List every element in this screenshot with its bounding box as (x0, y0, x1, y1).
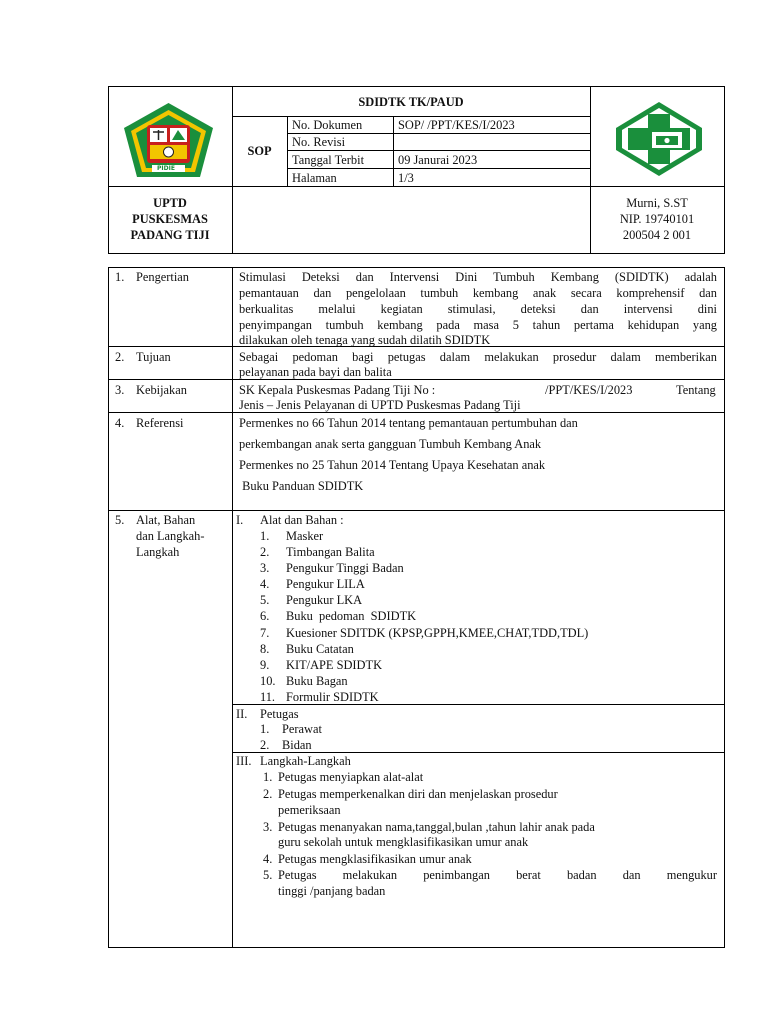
step-text: Petugas menanyakan nama,tanggal,bulan ,tahun lahir anak pada (278, 820, 595, 834)
step-number: 5. (263, 868, 273, 882)
list-item-number: 1. (260, 529, 270, 543)
s3-line-1c: Tentang (676, 383, 716, 397)
list-item: Masker (286, 529, 324, 543)
page-value: 1/3 (398, 171, 414, 185)
s3-label: Kebijakan (136, 383, 187, 397)
issue-date-label: Tanggal Terbit (292, 153, 365, 167)
s2-label: Tujuan (136, 350, 171, 364)
list-item: Bidan (282, 738, 312, 752)
org-line-1: UPTD (153, 196, 187, 210)
s1-line-2: pemantauan dan pengelolaan tumbuh kembang anak secara komprehensif dan (239, 286, 717, 300)
s2-line-1: Sebagai pedoman bagi petugas dalam melakukan prosedur dalam memberikan (239, 350, 717, 364)
step-number: 1. (263, 770, 273, 784)
s3-line-1a: SK Kepala Puskesmas Padang Tiji No : (239, 383, 436, 397)
s5-label-2: dan Langkah- (136, 529, 205, 543)
part3-roman: III. (236, 754, 252, 768)
list-item-number: 8. (260, 642, 270, 656)
list-item: Kuesioner SDITDK (KPSP,GPPH,KMEE,CHAT,TDD,TDL) (286, 626, 589, 640)
part2-title: Petugas (260, 707, 299, 721)
org-line-3: PADANG TIJI (130, 228, 210, 242)
s5-number: 5. (115, 513, 125, 527)
signer-nip-1: NIP. 19740101 (619, 212, 695, 226)
step-number: 4. (263, 852, 273, 866)
doc-number-value: SOP/ /PPT/KES/I/2023 (398, 118, 515, 132)
list-item: KIT/APE SDIDTK (286, 658, 383, 672)
step-text-continued: guru sekolah untuk mengklasifikasikan umur anak (278, 835, 529, 849)
s5-label-3: Langkah (136, 545, 180, 559)
step-number: 2. (263, 787, 273, 801)
list-item: Pengukur Tinggi Badan (286, 561, 404, 575)
s4-number: 4. (115, 416, 125, 430)
puskesmas-logo (614, 100, 704, 178)
list-item-number: 2. (260, 545, 270, 559)
s4-label: Referensi (136, 416, 184, 430)
list-item-number: 11. (260, 690, 276, 704)
s2-number: 2. (115, 350, 125, 364)
part1-roman: I. (236, 513, 244, 527)
step-text: Petugas melakukan penimbangan berat badan dan mengukur (278, 868, 717, 882)
s3-number: 3. (115, 383, 125, 397)
signer-nip-2: 200504 2 001 (622, 228, 692, 242)
step-text-continued: pemeriksaan (278, 803, 341, 817)
revision-label: No. Revisi (292, 135, 346, 149)
s4-line-3: Permenkes no 25 Tahun 2014 Tentang Upaya Kesehatan anak (239, 458, 546, 472)
step-text: Petugas mengklasifikasikan umur anak (278, 852, 472, 866)
list-item: Buku Catatan (286, 642, 354, 656)
list-item: Buku Bagan (286, 674, 348, 688)
s1-line-4: penyimpangan tumbuh kembang pada masa 5 tahun pertama kehidupan yang (239, 318, 717, 332)
s1-line-5: dilakukan oleh tenaga yang sudah dilatih SDIDTK (239, 333, 491, 347)
list-item: Formulir SDIDTK (286, 690, 379, 704)
doc-number-label: No. Dokumen (292, 118, 363, 132)
org-line-2: PUSKESMAS (132, 212, 208, 226)
step-text: Petugas menyiapkan alat-alat (278, 770, 424, 784)
issue-date-value: 09 Janurai 2023 (398, 153, 478, 167)
list-item-number: 6. (260, 609, 270, 623)
part3-title: Langkah-Langkah (260, 754, 351, 768)
step-number: 3. (263, 820, 273, 834)
pidie-regency-logo (122, 101, 215, 179)
list-item-number: 7. (260, 626, 270, 640)
s4-line-2: perkembangan anak serta gangguan Tumbuh Kembang Anak (239, 437, 542, 451)
sop-label: SOP (247, 144, 272, 158)
list-item: Buku pedoman SDIDTK (286, 609, 417, 623)
s2-line-2: pelayanan pada bayi dan balita (239, 365, 392, 379)
list-item: Pengukur LILA (286, 577, 365, 591)
list-item-number: 2. (260, 738, 270, 752)
page-label: Halaman (292, 171, 337, 185)
part1-title: Alat dan Bahan : (260, 513, 344, 527)
part2-roman: II. (236, 707, 248, 721)
list-item-number: 4. (260, 577, 270, 591)
s5-label-1: Alat, Bahan (136, 513, 196, 527)
list-item-number: 5. (260, 593, 270, 607)
s4-line-1: Permenkes no 66 Tahun 2014 tentang pemantauan pertumbuhan dan (239, 416, 578, 430)
list-item-number: 10. (260, 674, 276, 688)
s1-label: Pengertian (136, 270, 189, 284)
list-item: Pengukur LKA (286, 593, 363, 607)
list-item-number: 9. (260, 658, 270, 672)
s3-line-1b: /PPT/KES/I/2023 (545, 383, 633, 397)
step-text-continued: tinggi /panjang badan (278, 884, 386, 898)
document-title: SDIDTK TK/PAUD (358, 95, 464, 109)
logo-caption: PIDIE (157, 165, 175, 172)
s1-line-3: berkualitas melalui kegiatan stimulasi, deteksi dan intervensi dini (239, 302, 717, 316)
list-item: Perawat (282, 722, 322, 736)
s4-line-4: Buku Panduan SDIDTK (239, 479, 364, 493)
s1-line-1: Stimulasi Deteksi dan Intervensi Dini Tumbuh Kembang (SDIDTK) adalah (239, 270, 717, 284)
list-item: Timbangan Balita (286, 545, 375, 559)
list-item-number: 1. (260, 722, 270, 736)
signer-name: Murni, S.ST (626, 196, 688, 210)
step-text: Petugas memperkenalkan diri dan menjelaskan prosedur (278, 787, 558, 801)
list-item-number: 3. (260, 561, 270, 575)
s1-number: 1. (115, 270, 125, 284)
s3-line-2: Jenis – Jenis Pelayanan di UPTD Puskesmas Padang Tiji (239, 398, 521, 412)
